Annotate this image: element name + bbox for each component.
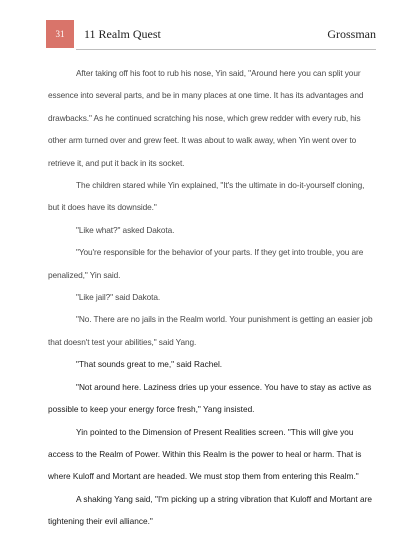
paragraph: "No. There are no jails in the Realm world. Your punishment is getting an easier job that doesn't test your abilities," said Yang. [48,314,373,347]
header-divider [76,49,376,50]
body-text [48,62,376,533]
author-name: Grossman [327,27,376,41]
paragraph: "Not around here. Laziness dries up your essence. You have to stay as active as possible to keep your energy force fresh," Yang insisted. [48,381,372,415]
paragraph: "You're responsible for the behavior of your parts. If they get into trouble, you are penalized," Yin said. [48,247,364,280]
page-number-badge: 31 [46,20,74,48]
paragraph: A shaking Yang said, "I'm picking up a string vibration that Kuloff and Mortant are tightening their evil alliance." [48,493,373,527]
book-title: 11 Realm Quest [84,27,161,41]
page-header [46,20,376,48]
paragraph: "Like jail?" said Dakota. [76,292,161,303]
paragraph: The children stared while Yin explained, "It's the ultimate in do-it-yourself cloning, but it does have its downside." [48,180,365,213]
paragraph: "Like what?" asked Dakota. [76,224,175,235]
paragraph: After taking off his foot to rub his nose, Yin said, "Around here you can split your essence into several parts, and be in many places at one time. It has its advantages and drawbacks." As he continued scratching his nose, which grew redder with every rub, his other arm turned over and grew feet. It was about to walk away, when Yin went over to retrieve it, and put it back in its socket. [48,68,364,168]
paragraph: "That sounds great to me," said Rachel. [76,359,223,370]
paragraph: Yin pointed to the Dimension of Present Realities screen. "This will give you access to the Realm of Power. Within this Realm is the power to heal or harm. That is where Kuloff and Mortant are headed. We must stop them from entering this Realm." [48,426,362,482]
